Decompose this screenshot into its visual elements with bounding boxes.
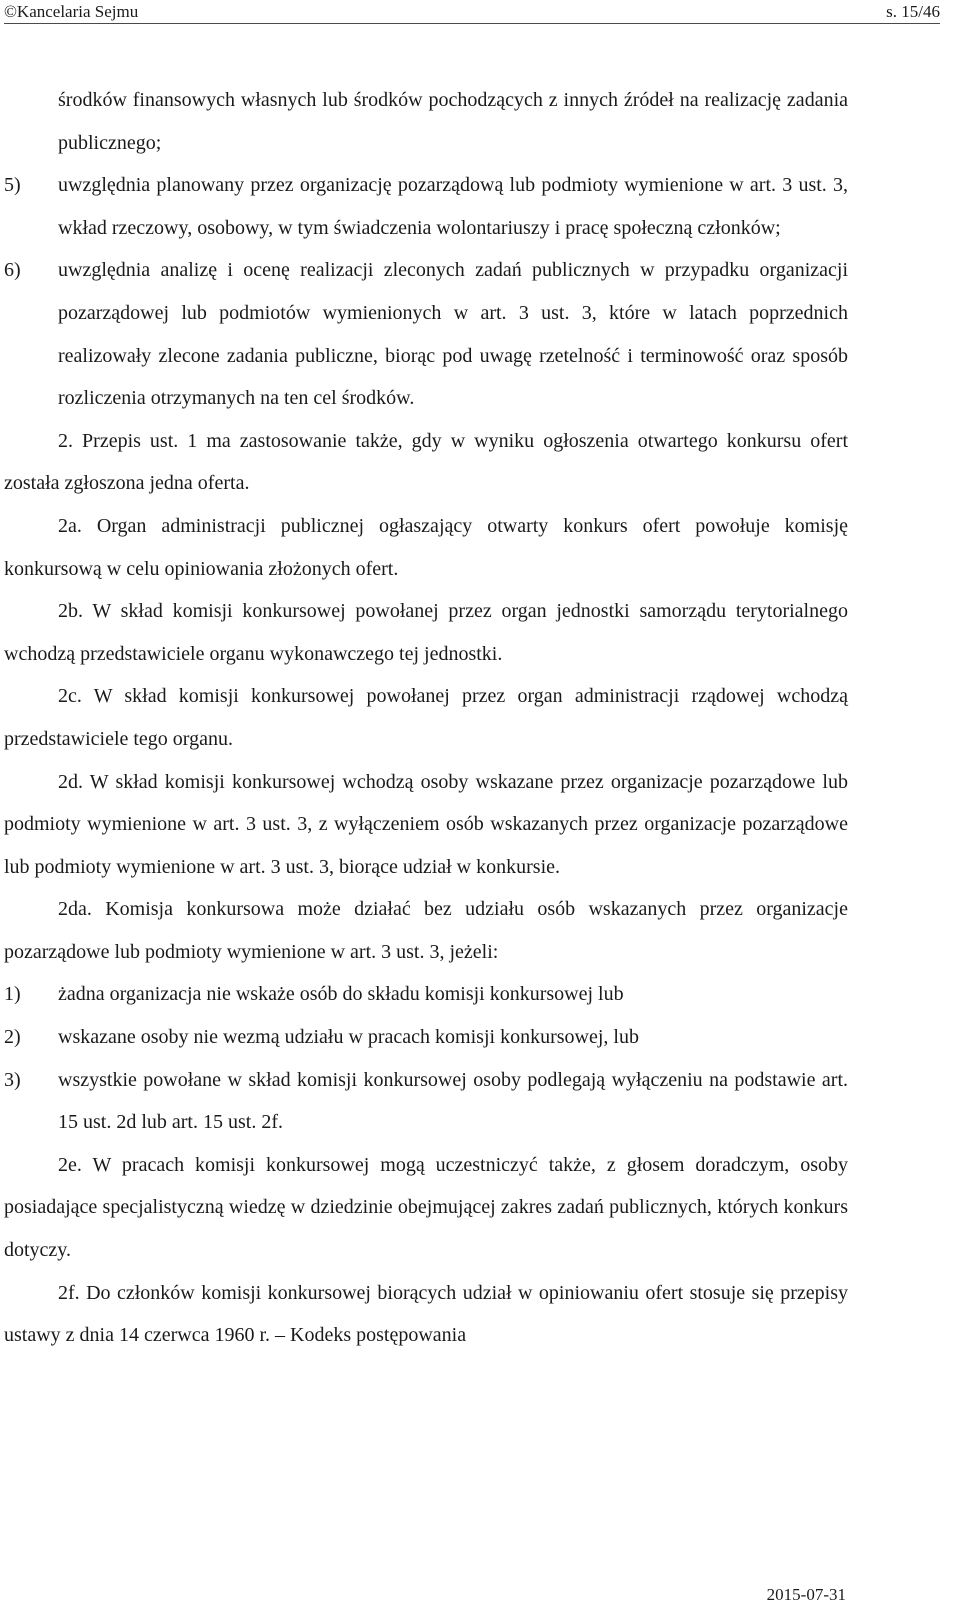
paragraph-2c: 2c. W skład komisji konkursowej powołanej przez organ administracji rządowej wchodzą przedstawiciele tego organu. xyxy=(4,685,848,750)
continued-paragraph: środków finansowych własnych lub środków pochodzących z innych źródeł na realizację zadania publicznego; xyxy=(58,89,848,154)
list-text: uwzględnia analizę i ocenę realizacji zleconych zadań publicznych w przypadku organizacji pozarządowej lub podmiotów wymienionych w art. 3 ust. 3, które w latach poprzednich realizowały zlecone zadania publiczne, biorąc pod uwagę rzetelność i terminowość oraz sposób rozliczenia otrzymanych na ten cel środków. xyxy=(58,259,848,410)
list-item-2 xyxy=(4,1016,848,1059)
page-header xyxy=(4,2,940,22)
footer-date: 2015-07-31 xyxy=(766,1585,846,1604)
paragraph-2f: 2f. Do członków komisji konkursowej biorących udział w opiniowaniu ofert stosuje się przepisy ustawy z dnia 14 czerwca 1960 r. – Kodeks postępowania xyxy=(4,1281,848,1347)
copyright-text: ©Kancelaria Sejmu xyxy=(4,2,139,21)
paragraph-2b: 2b. W skład komisji konkursowej powołanej przez organ jednostki samorządu terytorialnego wchodzą przedstawiciele organu wykonawczego tej jednostki. xyxy=(4,600,848,665)
list-number: 2) xyxy=(4,1026,21,1049)
paragraph-2a: 2a. Organ administracji publicznej ogłaszający otwarty konkurs ofert powołuje komisję konkursową w celu opiniowania złożonych ofert. xyxy=(4,514,848,580)
list-number: 5) xyxy=(4,174,21,197)
paragraph-2e: 2e. W pracach komisji konkursowej mogą uczestniczyć także, z głosem doradczym, osoby posiadające specjalistyczną wiedzę w dziedzinie obejmującej zakres zadań publicznych, których konkurs dotyczy. xyxy=(4,1153,848,1262)
list-number: 3) xyxy=(4,1068,21,1091)
list-text: żadna organizacja nie wskaże osób do składu komisji konkursowej lub xyxy=(58,983,624,1006)
list-number: 1) xyxy=(4,983,21,1006)
paragraph-2da: 2da. Komisja konkursowa może działać bez udziału osób wskazanych przez organizacje pozarządowe lub podmioty wymienione w art. 3 ust. 3, jeżeli: xyxy=(4,898,848,963)
list-item-1 xyxy=(4,973,848,1016)
document-body xyxy=(4,79,848,1357)
list-item-3 xyxy=(4,1059,848,1144)
list-text: wskazane osoby nie wezmą udziału w pracach komisji konkursowej, lub xyxy=(58,1026,639,1049)
list-item-6 xyxy=(4,249,848,419)
list-text: uwzględnia planowany przez organizację pozarządową lub podmioty wymienione w art. 3 ust. 3, wkład rzeczowy, osobowy, w tym świadczenia wolontariuszy i pracę społeczną członków; xyxy=(58,174,848,239)
paragraph-2d: 2d. W skład komisji konkursowej wchodzą osoby wskazane przez organizacje pozarządowe lub podmioty wymienione w art. 3 ust. 3, z wyłączeniem osób wskazanych przez organizacje pozarządowe lub podmioty wymienione w art. 3 ust. 3, biorące udział w konkursie. xyxy=(4,770,848,878)
list-number: 6) xyxy=(4,259,21,282)
list-item-5 xyxy=(4,164,848,249)
list-text: wszystkie powołane w skład komisji konkursowej osoby podlegają wyłączeniu na podstawie art. 15 ust. 2d lub art. 15 ust. 2f. xyxy=(58,1068,848,1134)
header-divider xyxy=(4,23,940,24)
paragraph-2: 2. Przepis ust. 1 ma zastosowanie także, gdy w wyniku ogłoszenia otwartego konkursu ofert została zgłoszona jedna oferta. xyxy=(4,429,848,495)
page-number: s. 15/46 xyxy=(886,2,940,21)
